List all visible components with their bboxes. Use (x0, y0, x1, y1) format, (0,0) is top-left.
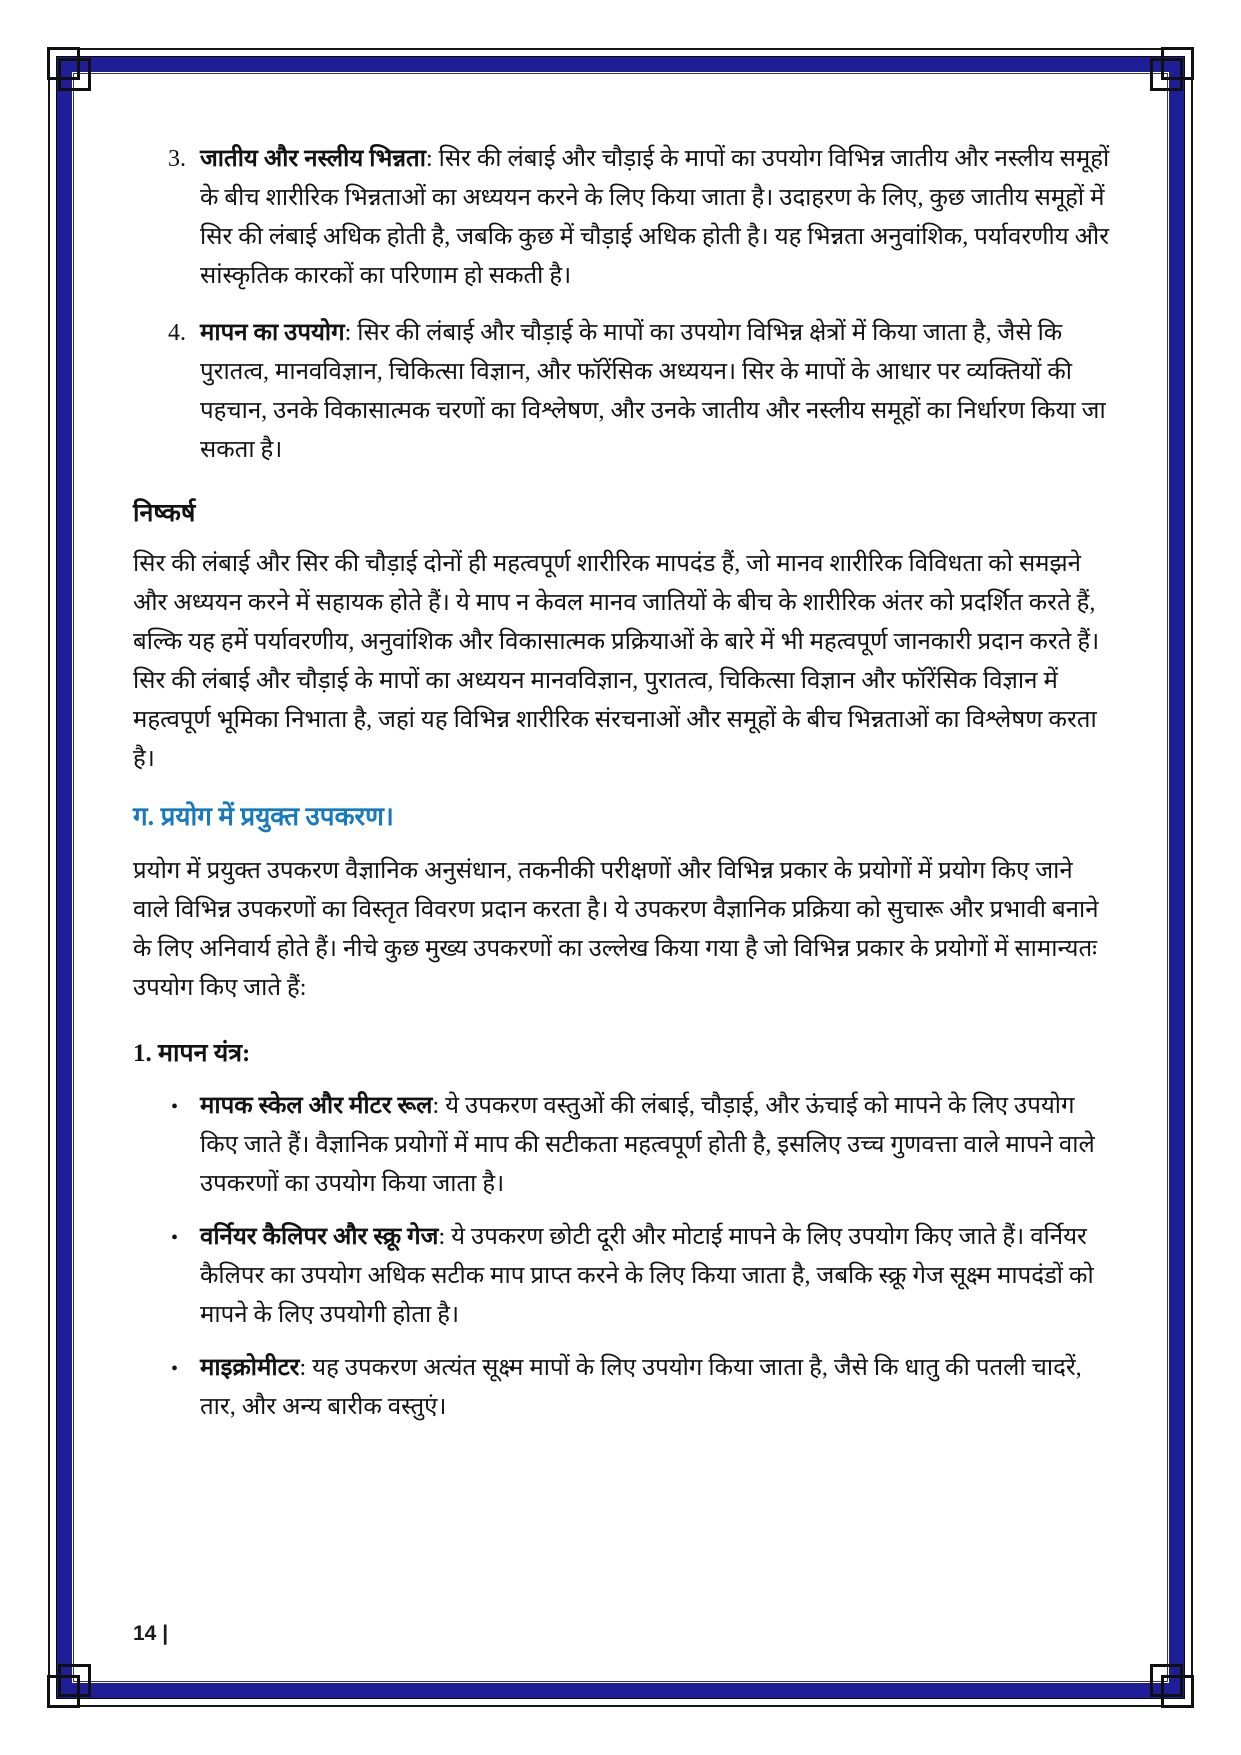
bullet-text: : ये उपकरण वस्तुओं की लंबाई, चौड़ाई, और ऊंचाई को मापने के लिए उपयोग किए जाते हैं। वैज्ञानिक प्रयोगों में माप की सटीकता महत्वपूर्ण होती है, इसलिए उच्च गुणवत्ता वाले मापने वाले उपकरणों का उपयोग किया जाता है। (200, 1093, 1095, 1197)
instruments-heading: 1. मापन यंत्र: (133, 1040, 251, 1067)
corner-ornament-square (47, 47, 80, 80)
bullet-icon: • (171, 1358, 179, 1380)
list-item-text: : सिर की लंबाई और चौड़ाई के मापों का उपयोग विभिन्न क्षेत्रों में किया जाता है, जैसे कि पुरातत्व, मानवविज्ञान, चिकित्सा विज्ञान, और फॉरेंसिक अध्ययन। सिर के मापों के आधार पर व्यक्तियों की पहचान, उनके विकासात्मक चरणों का विश्लेषण, और उनके जातीय और नस्लीय समूहों का निर्धारण किया जा सकता है। (200, 320, 1106, 463)
bullet-icon: • (171, 1096, 179, 1118)
bullet-item-vernier-screw-gauge (133, 1218, 1113, 1335)
bullet-term: माइक्रोमीटर (200, 1355, 300, 1381)
conclusion-heading: निष्कर्ष (133, 500, 196, 527)
corner-ornament-square (1150, 58, 1183, 91)
conclusion-paragraph: सिर की लंबाई और सिर की चौड़ाई दोनों ही महत्वपूर्ण शारीरिक मापदंड हैं, जो मानव शारीरिक विविधता को समझने और अध्ययन करने में सहायक होते हैं। ये माप न केवल मानव जातियों के बीच के शारीरिक अंतर को प्रदर्शित करते हैं, बल्कि यह हमें पर्यावरणीय, अनुवांशिक और विकासात्मक प्रक्रियाओं के बारे में भी महत्वपूर्ण जानकारी प्रदान करते हैं। सिर की लंबाई और चौड़ाई के मापों का अध्ययन मानवविज्ञान, पुरातत्व, चिकित्सा विज्ञान और फॉरेंसिक विज्ञान में महत्वपूर्ण भूमिका निभाता है, जहां यह विभिन्न शारीरिक संरचनाओं और समूहों के बीच भिन्नताओं का विश्लेषण करता है। (133, 551, 1100, 772)
list-item-number: 3. (168, 146, 186, 172)
bullet-term: मापक स्केल और मीटर रूल (200, 1093, 433, 1119)
list-item-3 (133, 140, 1113, 296)
page-number: 14 | (133, 1622, 169, 1645)
section-g-heading: ग. प्रयोग में प्रयुक्त उपकरण। (133, 802, 394, 831)
bullet-icon: • (171, 1227, 179, 1249)
list-item-term: मापन का उपयोग (200, 320, 345, 346)
bullet-list (133, 1087, 1113, 1427)
bullet-text: : यह उपकरण अत्यंत सूक्ष्म मापों के लिए उपयोग किया जाता है, जैसे कि धातु की पतली चादरें, तार, और अन्य बारीक वस्तुएं। (200, 1355, 1082, 1420)
corner-ornament-square (58, 58, 91, 91)
corner-ornament-square (1161, 1675, 1194, 1708)
list-item-term: जातीय और नस्लीय भिन्नता (200, 146, 426, 172)
numbered-list (133, 140, 1113, 470)
bullet-term: वर्नियर कैलिपर और स्क्रू गेज (200, 1224, 439, 1250)
list-item-text: : सिर की लंबाई और चौड़ाई के मापों का उपयोग विभिन्न जातीय और नस्लीय समूहों के बीच शारीरिक भिन्नताओं का अध्ययन करने के लिए किया जाता है। उदाहरण के लिए, कुछ जातीय समूहों में सिर की लंबाई अधिक होती है, जबकि कुछ में चौड़ाई अधिक होती है। यह भिन्नता अनुवांशिक, पर्यावरणीय और सांस्कृतिक कारकों का परिणाम हो सकती है। (200, 146, 1110, 289)
corner-ornament-square (1161, 47, 1194, 80)
bullet-item-scale-rule (133, 1087, 1113, 1204)
corner-ornament-square (1150, 1664, 1183, 1697)
content-area (133, 140, 1113, 1427)
list-item-number: 4. (168, 320, 186, 346)
list-item-4 (133, 314, 1113, 470)
corner-ornament-square (47, 1675, 80, 1708)
corner-ornament-square (58, 1664, 91, 1697)
bullet-text: : ये उपकरण छोटी दूरी और मोटाई मापने के लिए उपयोग किए जाते हैं। वर्नियर कैलिपर का उपयोग अधिक सटीक माप प्राप्त करने के लिए किया जाता है, जबकि स्क्रू गेज सूक्ष्म मापदंडों को मापने के लिए उपयोगी होता है। (200, 1224, 1094, 1328)
section-g-paragraph: प्रयोग में प्रयुक्त उपकरण वैज्ञानिक अनुसंधान, तकनीकी परीक्षणों और विभिन्न प्रकार के प्रयोगों में प्रयोग किए जाने वाले विभिन्न उपकरणों का विस्तृत विवरण प्रदान करता है। ये उपकरण वैज्ञानिक प्रक्रिया को सुचारू और प्रभावी बनाने के लिए अनिवार्य होते हैं। नीचे कुछ मुख्य उपकरणों का उल्लेख किया गया है जो विभिन्न प्रकार के प्रयोगों में सामान्यतः उपयोग किए जाते हैं: (133, 858, 1099, 1001)
bullet-item-micrometer (133, 1349, 1113, 1427)
